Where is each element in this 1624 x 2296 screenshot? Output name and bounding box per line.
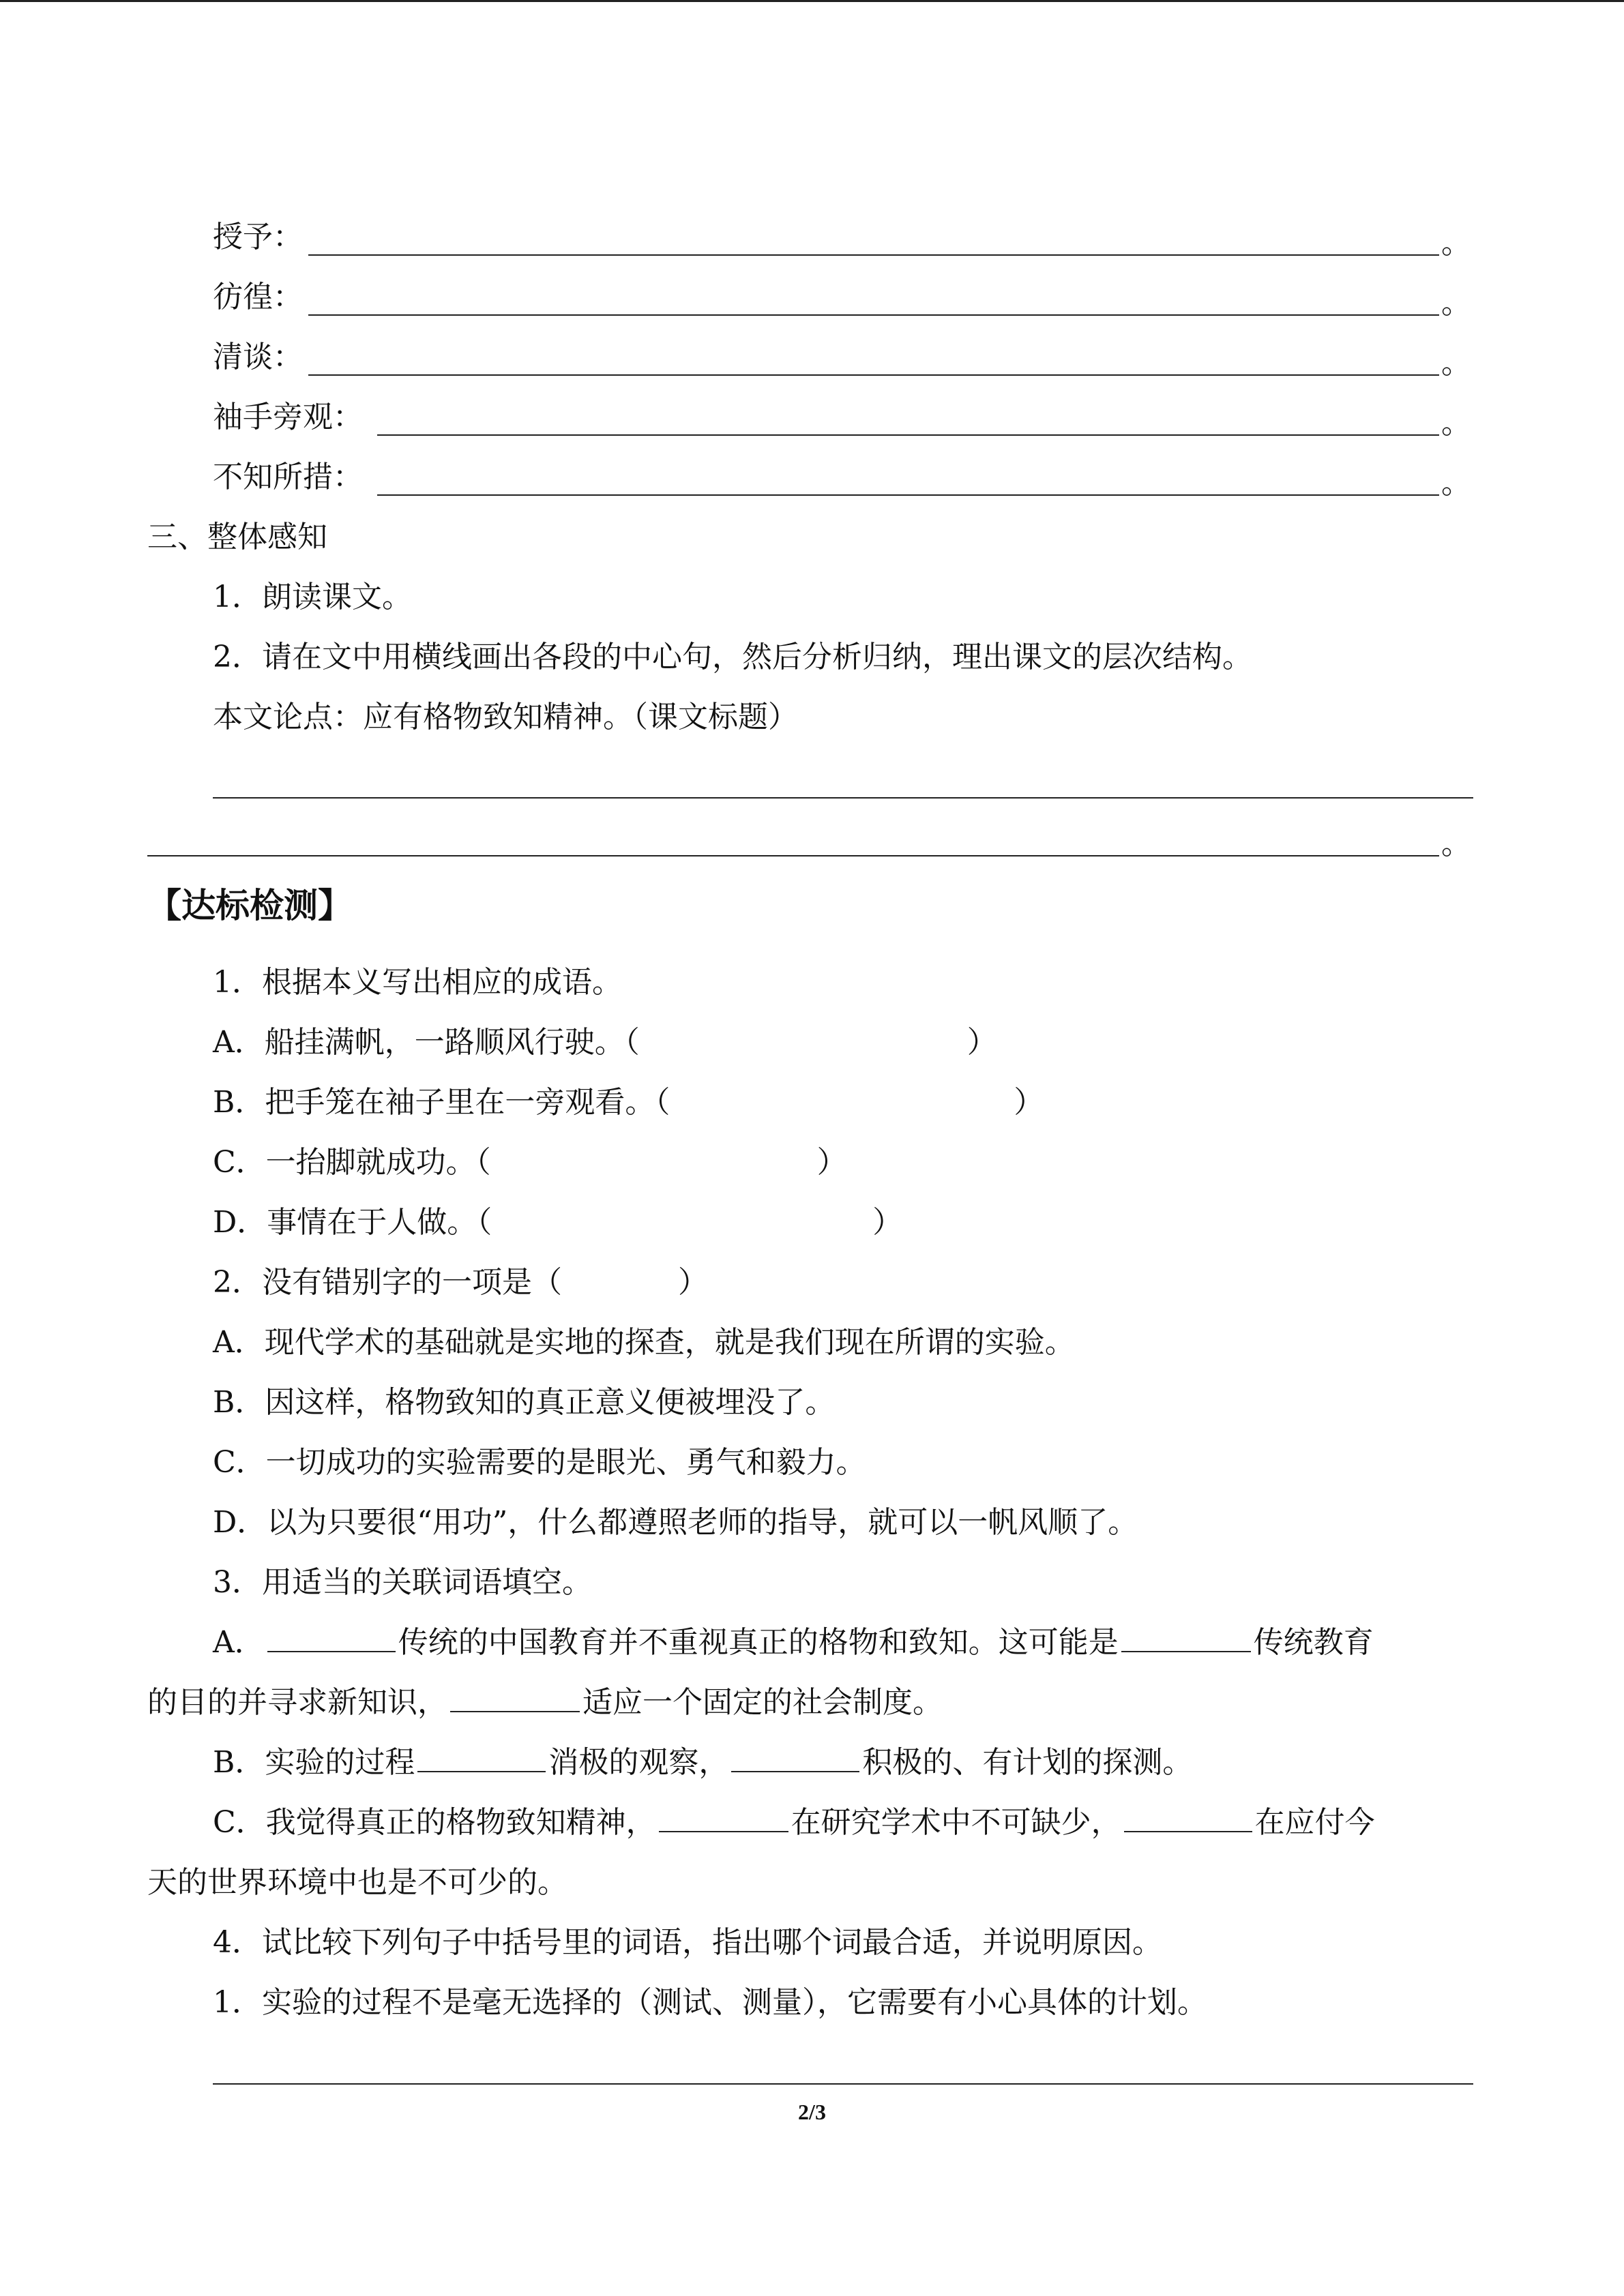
answer-line[interactable] bbox=[213, 797, 1473, 799]
option-text: 消极的观察， bbox=[548, 1745, 729, 1780]
def-term: 袖手旁观： bbox=[213, 400, 363, 434]
option-text: 在应付今 bbox=[1254, 1805, 1375, 1840]
period: 。 bbox=[1441, 826, 1471, 861]
test-q1-d bbox=[0, 1195, 1624, 1250]
test-q3-a-cont bbox=[0, 1675, 1624, 1730]
footer-rule bbox=[213, 2083, 1473, 2085]
period: 。 bbox=[1441, 286, 1471, 320]
test-q1-b bbox=[0, 1075, 1624, 1130]
close-paren: ） bbox=[1014, 1085, 1044, 1120]
option-text: 的目的并寻求新知识， bbox=[147, 1685, 447, 1720]
option-text: B．把手笼在袖子里在一旁观看。（ bbox=[213, 1085, 670, 1120]
answer-line[interactable] bbox=[308, 374, 1439, 376]
test-q3-stem: 3．用适当的关联词语填空。 bbox=[213, 1565, 592, 1600]
question-1: 1．朗读课文。 bbox=[213, 580, 412, 614]
test-q1-a bbox=[0, 1015, 1624, 1070]
test-q2-a: A．现代学术的基础就是实地的探查，就是我们现在所谓的实验。 bbox=[213, 1325, 1075, 1360]
blank-field[interactable] bbox=[659, 1801, 788, 1832]
test-heading: 【达标检测】 bbox=[147, 886, 352, 925]
test-q3-c-cont: 天的世界环境中也是不可少的。 bbox=[147, 1865, 567, 1900]
test-q2-b: B．因这样，格物致知的真正意义便被埋没了。 bbox=[213, 1385, 836, 1420]
question-2: 2．请在文中用横线画出各段的中心句，然后分析归纳，理出课文的层次结构。 bbox=[213, 640, 1252, 674]
test-q3-b bbox=[0, 1735, 1624, 1790]
def-line-1 bbox=[0, 210, 1624, 265]
blank-field[interactable] bbox=[450, 1681, 580, 1712]
def-line-5 bbox=[0, 450, 1624, 505]
blank-field[interactable] bbox=[1124, 1801, 1252, 1832]
test-q4-s1: 1．实验的过程不是毫无选择的（测试、测量），它需要有小心具体的计划。 bbox=[213, 1985, 1207, 2020]
option-text: B．实验的过程 bbox=[213, 1745, 415, 1780]
def-term: 授予： bbox=[213, 220, 303, 254]
option-text: 适应一个固定的社会制度。 bbox=[582, 1685, 943, 1720]
test-q1-stem: 1．根据本义写出相应的成语。 bbox=[213, 965, 622, 1000]
def-term: 不知所措： bbox=[213, 460, 363, 494]
test-q3-a bbox=[0, 1615, 1624, 1670]
test-q2-stem bbox=[0, 1255, 1624, 1310]
section-heading: 三、整体感知 bbox=[147, 520, 327, 554]
answer-line[interactable] bbox=[147, 855, 1439, 856]
def-term: 清谈： bbox=[213, 340, 303, 374]
stem-text: 2．没有错别字的一项是（ bbox=[213, 1265, 562, 1300]
blank-field[interactable] bbox=[731, 1741, 859, 1772]
period: 。 bbox=[1441, 226, 1471, 260]
blank-field[interactable] bbox=[267, 1621, 396, 1652]
def-line-2 bbox=[0, 270, 1624, 325]
test-q1-c bbox=[0, 1135, 1624, 1190]
test-q3-c bbox=[0, 1795, 1624, 1850]
option-text: D．事情在于人做。（ bbox=[213, 1205, 492, 1240]
option-text: 在研究学术中不可缺少， bbox=[791, 1805, 1121, 1840]
def-line-3 bbox=[0, 330, 1624, 385]
option-text: 积极的、有计划的探测。 bbox=[862, 1745, 1193, 1780]
period: 。 bbox=[1441, 346, 1471, 381]
blank-field[interactable] bbox=[1121, 1621, 1251, 1652]
def-line-4 bbox=[0, 390, 1624, 445]
answer-line[interactable] bbox=[308, 254, 1439, 256]
test-q4-stem: 4．试比较下列句子中括号里的词语，指出哪个词最合适，并说明原因。 bbox=[213, 1925, 1162, 1960]
period: 。 bbox=[1441, 406, 1471, 441]
close-paren: ） bbox=[966, 1025, 997, 1060]
thesis-line: 本文论点：应有格物致知精神。（课文标题） bbox=[213, 700, 798, 734]
def-term: 彷徨： bbox=[213, 280, 303, 314]
test-q2-c: C．一切成功的实验需要的是眼光、勇气和毅力。 bbox=[213, 1445, 866, 1480]
blank-field[interactable] bbox=[417, 1741, 546, 1772]
close-paren: ） bbox=[872, 1205, 903, 1240]
page-number: 2/3 bbox=[798, 2100, 826, 2124]
answer-line[interactable] bbox=[308, 314, 1439, 316]
answer-line[interactable] bbox=[377, 494, 1439, 496]
answer-line[interactable] bbox=[377, 434, 1439, 436]
option-text: A．船挂满帆，一路顺风行驶。（ bbox=[213, 1025, 640, 1060]
close-paren: ） bbox=[678, 1265, 708, 1300]
option-text: 传统教育 bbox=[1253, 1625, 1374, 1660]
option-text: C．我觉得真正的格物致知精神， bbox=[213, 1805, 656, 1840]
period: 。 bbox=[1441, 466, 1471, 501]
test-q2-d: D．以为只要很“用功”，什么都遵照老师的指导，就可以一帆风顺了。 bbox=[213, 1505, 1138, 1540]
close-paren: ） bbox=[816, 1145, 847, 1180]
option-text: 传统的中国教育并不重视真正的格物和致知。这可能是 bbox=[398, 1625, 1119, 1660]
option-text: C．一抬脚就成功。（ bbox=[213, 1145, 491, 1180]
option-label: A． bbox=[213, 1625, 265, 1660]
